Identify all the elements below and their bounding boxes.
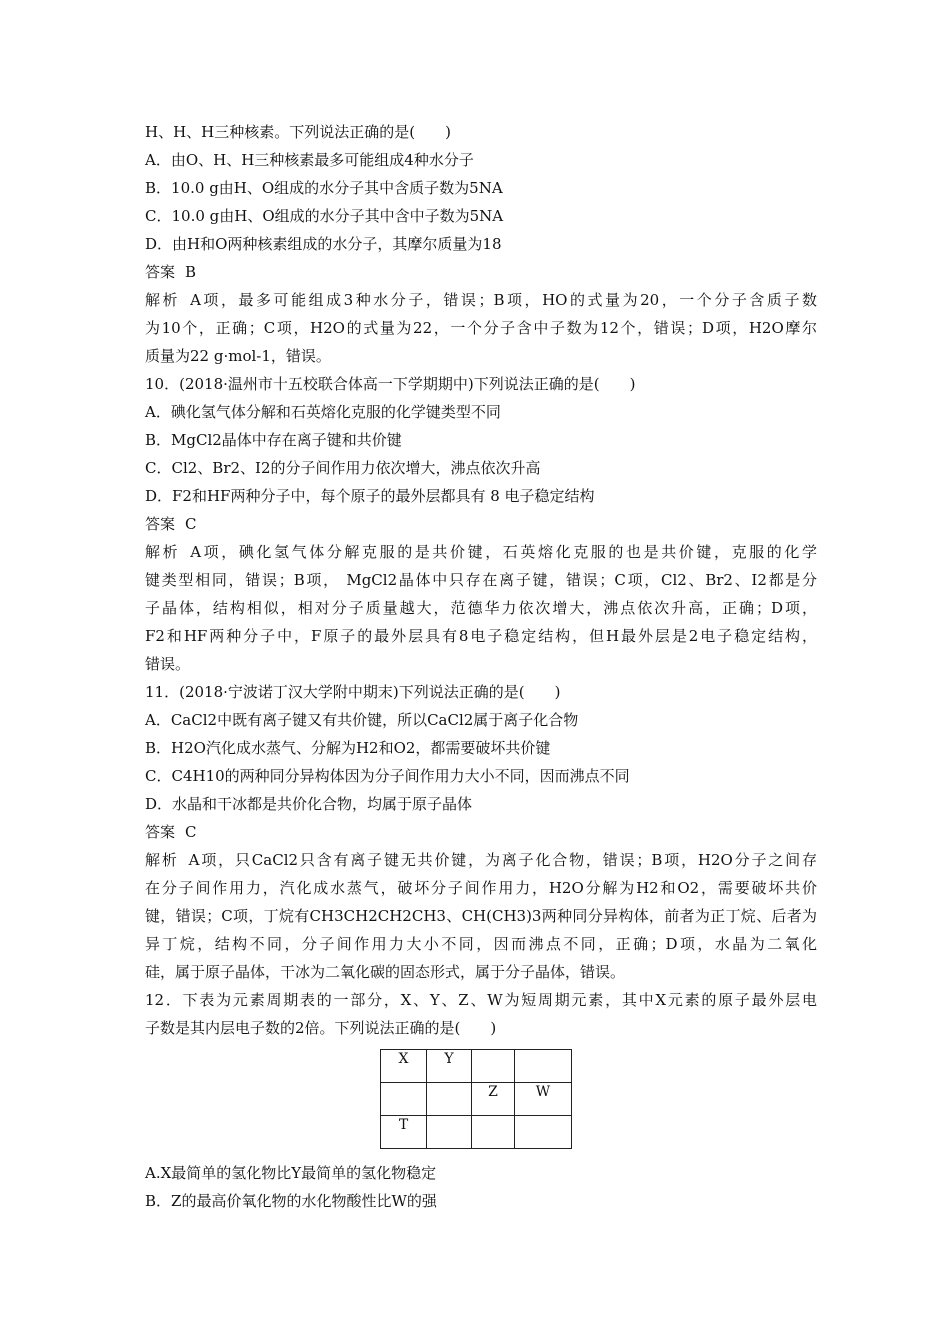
q10-analysis-label: 解析: [145, 543, 181, 561]
table-cell: [515, 1050, 572, 1083]
q9-analysis-label: 解析: [145, 291, 181, 309]
q9-option-b: B．10.0 g由H、O组成的水分子其中含质子数为5NA: [145, 179, 503, 197]
q10-analysis-line-4: F2和HF两种分子中，F原子的最外层具有8电子稳定结构，但H最外层是2电子稳定结构，: [145, 627, 817, 645]
table-cell: [472, 1050, 515, 1083]
table-cell: [472, 1116, 515, 1149]
q11-answer-value: C: [185, 823, 197, 841]
q9-answer-label: 答案: [145, 263, 176, 281]
q11-stem: 11．(2018·宁波诺丁汉大学附中期末)下列说法正确的是( ): [145, 683, 561, 701]
q9-option-c: C．10.0 g由H、O组成的水分子其中含中子数为5NA: [145, 207, 504, 225]
q10-answer-value: C: [185, 515, 197, 533]
q9-analysis-line-3: 质量为22 g·mol-1，错误。: [145, 347, 331, 365]
table-cell: T: [381, 1116, 427, 1149]
q11-option-d: D．水晶和干冰都是共价化合物，均属于原子晶体: [145, 795, 473, 813]
q11-answer-row: [145, 818, 817, 846]
q11-analysis-line-3: 键，错误；C项，丁烷有CH3CH2CH2CH3、CH(CH3)3两种同分异构体，前者为正丁烷、后者为: [145, 907, 817, 925]
periodic-table-fragment: [380, 1049, 572, 1149]
table-cell: [515, 1116, 572, 1149]
table-cell: [427, 1083, 472, 1116]
table-cell: W: [515, 1083, 572, 1116]
document-body: [145, 118, 817, 1215]
table-row: [381, 1050, 572, 1083]
q10-analysis-line-5: 错误。: [145, 655, 191, 673]
q9-analysis-text-1: A项，最多可能组成3种水分子，错误；B项，HO的式量为20，一个分子含质子数: [190, 291, 817, 309]
q10-option-c: C．Cl2、Br2、I2的分子间作用力依次增大，沸点依次升高: [145, 459, 541, 477]
q10-analysis-line-3: 子晶体，结构相似，相对分子质量越大，范德华力依次增大，沸点依次升高，正确；D项，: [145, 599, 817, 617]
q11-analysis-line-1: [145, 846, 817, 874]
q10-option-b: B．MgCl2晶体中存在离子键和共价键: [145, 431, 402, 449]
q11-analysis-label: 解析: [145, 851, 179, 869]
q11-option-a: A．CaCl2中既有离子键又有共价键，所以CaCl2属于离子化合物: [145, 711, 579, 729]
table-cell: X: [381, 1050, 427, 1083]
q10-answer-label: 答案: [145, 515, 176, 533]
q9-analysis-line-1: [145, 286, 817, 314]
q10-option-d: D．F2和HF两种分子中，每个原子的最外层都具有 8 电子稳定结构: [145, 487, 595, 505]
q11-analysis-line-4: 异丁烷，结构不同，分子间作用力大小不同，因而沸点不同，正确；D项，水晶为二氧化: [145, 935, 817, 953]
table-cell: [427, 1116, 472, 1149]
q9-option-a: A．由O、H、H三种核素最多可能组成4种水分子: [145, 151, 474, 169]
q9-answer-row: [145, 258, 817, 286]
q11-answer-label: 答案: [145, 823, 176, 841]
q12-option-a: A.X最简单的氢化物比Y最简单的氢化物稳定: [145, 1164, 437, 1182]
q12-stem-line-2: 子数是其内层电子数的2倍。下列说法正确的是( ): [145, 1019, 497, 1037]
q9-stem-tail: H、H、H三种核素。下列说法正确的是( ): [145, 123, 451, 141]
q9-option-d: D．由H和O两种核素组成的水分子，其摩尔质量为18: [145, 235, 502, 253]
q10-analysis-text-1: A项，碘化氢气体分解克服的是共价键，石英熔化克服的也是共价键，克服的化学: [190, 543, 817, 561]
q10-option-a: A．碘化氢气体分解和石英熔化克服的化学键类型不同: [145, 403, 501, 421]
q11-option-b: B．H2O汽化成水蒸气、分解为H2和O2，都需要破坏共价键: [145, 739, 551, 757]
table-row: [381, 1116, 572, 1149]
table-cell: [381, 1083, 427, 1116]
q11-analysis-text-1: A项，只CaCl2只含有离子键无共价键，为离子化合物，错误；B项，H2O分子之间存: [188, 851, 817, 869]
q12-option-b: B．Z的最高价氧化物的水化物酸性比W的强: [145, 1192, 437, 1210]
q9-answer-value: B: [185, 263, 197, 281]
q9-analysis-line-2: 为10个，正确；C项，H2O的式量为22，一个分子含中子数为12个，错误；D项，H2O摩尔: [145, 319, 817, 337]
table-cell: Z: [472, 1083, 515, 1116]
q11-option-c: C．C4H10的两种同分异构体因为分子间作用力大小不同，因而沸点不同: [145, 767, 630, 785]
q10-analysis-line-2: 键类型相同，错误；B项， MgCl2晶体中只存在离子键，错误；C项，Cl2、Br2、I2都是分: [145, 571, 817, 589]
q12-stem-line-1: 12．下表为元素周期表的一部分，X、Y、Z、W为短周期元素，其中X元素的原子最外层电: [145, 991, 817, 1009]
q10-analysis-line-1: [145, 538, 817, 566]
table-row: [381, 1083, 572, 1116]
table-cell: Y: [427, 1050, 472, 1083]
q10-answer-row: [145, 510, 817, 538]
q11-analysis-line-5: 硅，属于原子晶体，干冰为二氧化碳的固态形式，属于分子晶体，错误。: [145, 963, 626, 981]
q11-analysis-line-2: 在分子间作用力，汽化成水蒸气，破坏分子间作用力，H2O分解为H2和O2，需要破坏共价: [145, 879, 817, 897]
q10-stem: 10．(2018·温州市十五校联合体高一下学期期中)下列说法正确的是( ): [145, 375, 636, 393]
